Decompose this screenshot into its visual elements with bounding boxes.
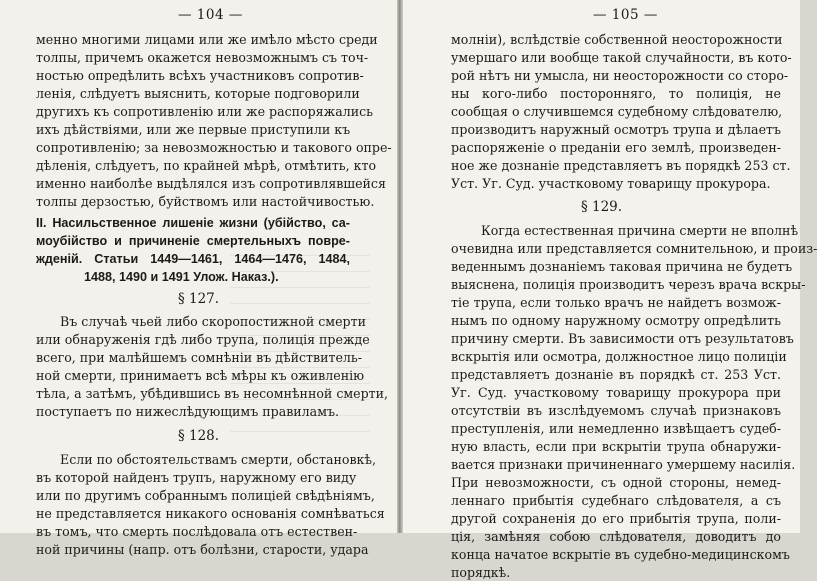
text-line: именно наиболѣе выдѣлялся изъ сопротивлявшейся — [36, 176, 386, 191]
text-line: ція, замѣняя собою слѣдователя, доводитъ до — [451, 529, 781, 544]
text-line: преступленія, или немедленно извѣщаетъ судеб- — [451, 421, 781, 436]
text-line: ное же дознаніе представляетъ въ порядкѣ 253 ст. — [451, 158, 791, 173]
text-line: толпы, причемъ окажется невозможнымъ съ точ- — [36, 50, 369, 65]
text-line: другой сохраненія до его прибытія трупа, поли- — [451, 511, 781, 526]
right-page — [403, 0, 817, 580]
chapter-heading-line: моубійство и причиненіе смертельныхъ повре- — [36, 234, 350, 248]
text-line: ной причины (напр. отъ болѣзни, старости, удара — [36, 542, 369, 557]
text-line: Уст. Уг. Суд. участковому товарищу прокурора. — [451, 176, 771, 191]
chapter-heading-line: 1488, 1490 и 1491 Улож. Наказ.). — [84, 270, 279, 284]
text-line: ленія, слѣдуетъ выяснить, которые подговорили — [36, 86, 360, 101]
text-line: не представляется никакого основанія сомнѣваться — [36, 506, 385, 521]
text-line: другихъ къ сопротивленію или же распоряжались — [36, 104, 374, 119]
text-line: или по другимъ собраннымъ полиціей свѣдѣніямъ, — [36, 488, 375, 503]
text-line: представляетъ дознаніе въ порядкѣ ст. 253 Уст. — [451, 367, 781, 382]
text-line: Когда естественная причина смерти не вполнѣ — [481, 223, 799, 238]
text-line: сообщая о случившемся судебному слѣдователю, — [451, 104, 783, 119]
page-number-104: — 104 — — [178, 7, 243, 23]
section-127-heading: § 127. — [177, 291, 220, 307]
text-line: ихъ дѣйствіями, или же первые приступили къ — [36, 122, 351, 137]
text-line: молніи), вслѣдствіе собственной неосторожности — [451, 32, 783, 47]
text-line: ны кого-либо посторонняго, то полиція, не — [451, 86, 781, 101]
chapter-heading-line: II. Насильственное лишеніе жизни (убійство, са- — [36, 216, 350, 230]
text-line: производитъ наружный осмотръ трупа и дѣлаетъ — [451, 122, 781, 137]
text-line: Въ случаѣ чьей либо скоропостижной смерти — [60, 314, 366, 329]
text-line: отсутствіи въ изслѣдуемомъ случаѣ признаковъ — [451, 403, 781, 418]
text-line: Уг. Суд. участковому товарищу прокурора при — [451, 385, 781, 400]
text-line: распоряженіе о преданіи его землѣ, произведен- — [451, 140, 781, 155]
text-line: нымъ по одному наружному осмотру опредѣлить — [451, 313, 781, 328]
text-line: вается признаки причиненнаго умершему насилія. — [451, 457, 796, 472]
text-line: порядкѣ. — [451, 565, 511, 580]
text-line: всего, при малѣйшемъ сомнѣніи въ дѣйствитель- — [36, 350, 363, 365]
text-line: менно многими лицами или же имѣло мѣсто среди — [36, 32, 378, 47]
text-line: дѣленія, слѣдуетъ, по крайней мѣрѣ, отмѣтить, кто — [36, 158, 377, 173]
text-line: веденнымъ дознаніемъ таковая причина не будетъ — [451, 259, 793, 274]
text-line: причину смерти. Въ зависимости отъ результатовъ — [451, 331, 794, 346]
text-line: сопротивленію; за невозможностью и такового опре- — [36, 140, 392, 155]
text-line: толпы дерзостью, буйствомъ или настойчивостью. — [36, 194, 375, 209]
text-line: Если по обстоятельствамъ смерти, обстановкѣ, — [60, 452, 376, 467]
text-line: ную власть, если при вскрытіи трупа обнаружи- — [451, 439, 781, 454]
text-line: въ томъ, что смерть послѣдовала отъ естествен- — [36, 524, 358, 539]
text-line: вскрытія или осмотра, должностное лицо полиціи — [451, 349, 787, 364]
text-line: рой нѣтъ ни умысла, ни неосторожности со сторо- — [451, 68, 789, 83]
text-line: умершаго или вообще такой случайности, въ кото- — [451, 50, 792, 65]
text-line: конца начатое вскрытіе въ судебно-медицинскомъ — [451, 547, 790, 562]
chapter-heading-line: жденій. Статьи 1449—1461, 1464—1476, 1484, — [36, 252, 350, 266]
text-line: тѣла, а затѣмъ, убѣдившись въ несомнѣнной смерти, — [36, 386, 389, 401]
text-line: При невозможности, съ одной стороны, немед- — [451, 475, 781, 490]
text-line: ной смерти, принимаетъ всѣ мѣры къ оживленію — [36, 368, 365, 383]
section-129-heading: § 129. — [580, 199, 623, 215]
text-line: выяснена, полиція производитъ черезъ врача вскры- — [451, 277, 806, 292]
text-line: въ которой найденъ трупъ, наружному его виду — [36, 470, 357, 485]
left-page — [0, 0, 397, 557]
page-number-105: — 105 — — [593, 7, 658, 23]
text-line: тіе трупа, если только врачъ не найдетъ возмож- — [451, 295, 781, 310]
text-line: очевидна или представляется сомнительною, и произ- — [451, 241, 817, 256]
text-line: поступаетъ по нижеслѣдующимъ правиламъ. — [36, 404, 340, 419]
section-128-heading: § 128. — [177, 428, 220, 444]
text-line: или обнаруженія гдѣ либо трупа, полиція прежде — [36, 332, 370, 347]
text-line: леннаго прибытія судебнаго слѣдователя, а съ — [451, 493, 781, 508]
text-line: ностью опредѣлить всѣхъ участниковъ сопротив- — [36, 68, 364, 83]
